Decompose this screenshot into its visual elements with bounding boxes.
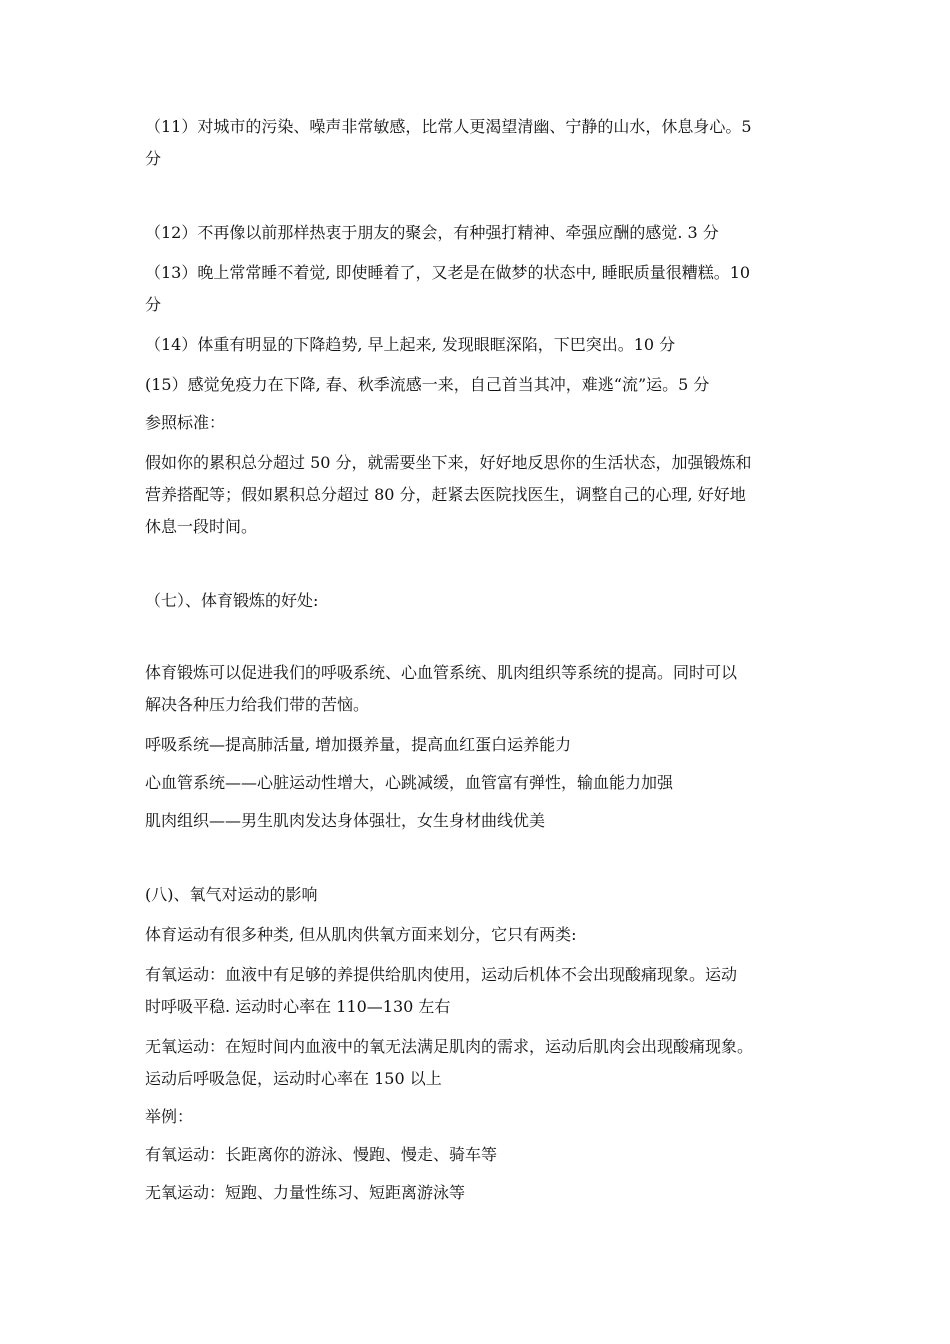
item-11-line-cont: 分: [145, 149, 162, 168]
section-7-text-line-2: 解决各种压力给我们带的苦恼。: [145, 695, 370, 714]
examples-heading: 举例：: [145, 1107, 194, 1126]
reference-text-line-3: 休息一段时间。: [145, 517, 258, 536]
aerobic-line-1: 有氧运动：血液中有足够的养提供给肌肉使用，运动后机体不会出现酸痛现象。运动: [145, 965, 738, 984]
respiratory-system-line: 呼吸系统—提高肺活量, 增加摄养量，提高血红蛋白运养能力: [145, 735, 572, 754]
reference-text-line-1: 假如你的累积总分超过 50 分，就需要坐下来，好好地反思你的生活状态，加强锻炼和: [145, 453, 752, 472]
reference-text-line-2: 营养搭配等；假如累积总分超过 80 分，赶紧去医院找医生，调整自己的心理, 好好地: [145, 485, 746, 504]
item-11-line: （11）对城市的污染、噪声非常敏感，比常人更渴望清幽、宁静的山水，休息身心。5: [145, 117, 752, 136]
aerobic-line-2: 时呼吸平稳. 运动时心率在 110—130 左右: [145, 997, 451, 1016]
cardiovascular-system-line: 心血管系统——心脏运动性增大，心跳减缓，血管富有弹性，输血能力加强: [145, 773, 674, 792]
item-13-line-cont: 分: [145, 295, 162, 314]
item-15-line: (15）感觉免疫力在下降, 春、秋季流感一来，自己首当其冲，难逃“流”运。5 分: [145, 375, 710, 394]
anaerobic-line-2: 运动后呼吸急促，运动时心率在 150 以上: [145, 1069, 442, 1088]
muscle-tissue-line: 肌肉组织——男生肌肉发达身体强壮，女生身材曲线优美: [145, 811, 546, 830]
item-12-line: （12）不再像以前那样热衷于朋友的聚会，有种强打精神、牵强应酬的感觉. 3 分: [145, 223, 719, 242]
section-7-text-line-1: 体育锻炼可以促进我们的呼吸系统、心血管系统、肌肉组织等系统的提高。同时可以: [145, 663, 738, 682]
aerobic-examples-line: 有氧运动：长距离你的游泳、慢跑、慢走、骑车等: [145, 1145, 498, 1164]
item-14-line: （14）体重有明显的下降趋势, 早上起来, 发现眼眶深陷，下巴突出。10 分: [145, 335, 676, 354]
anaerobic-line-1: 无氧运动：在短时间内血液中的氧无法满足肌肉的需求，运动后肌肉会出现酸痛现象。: [145, 1037, 754, 1056]
section-8-intro: 体育运动有很多种类, 但从肌肉供氧方面来划分，它只有两类:: [145, 925, 577, 944]
item-13-line: （13）晚上常常睡不着觉, 即使睡着了，又老是在做梦的状态中, 睡眠质量很糟糕。10: [145, 263, 751, 282]
section-7-heading: （七）、体育锻炼的好处:: [145, 591, 319, 610]
section-8-heading: (八)、氧气对运动的影响: [145, 885, 318, 904]
anaerobic-examples-line: 无氧运动：短跑、力量性练习、短距离游泳等: [145, 1183, 466, 1202]
reference-heading: 参照标准：: [145, 413, 226, 432]
